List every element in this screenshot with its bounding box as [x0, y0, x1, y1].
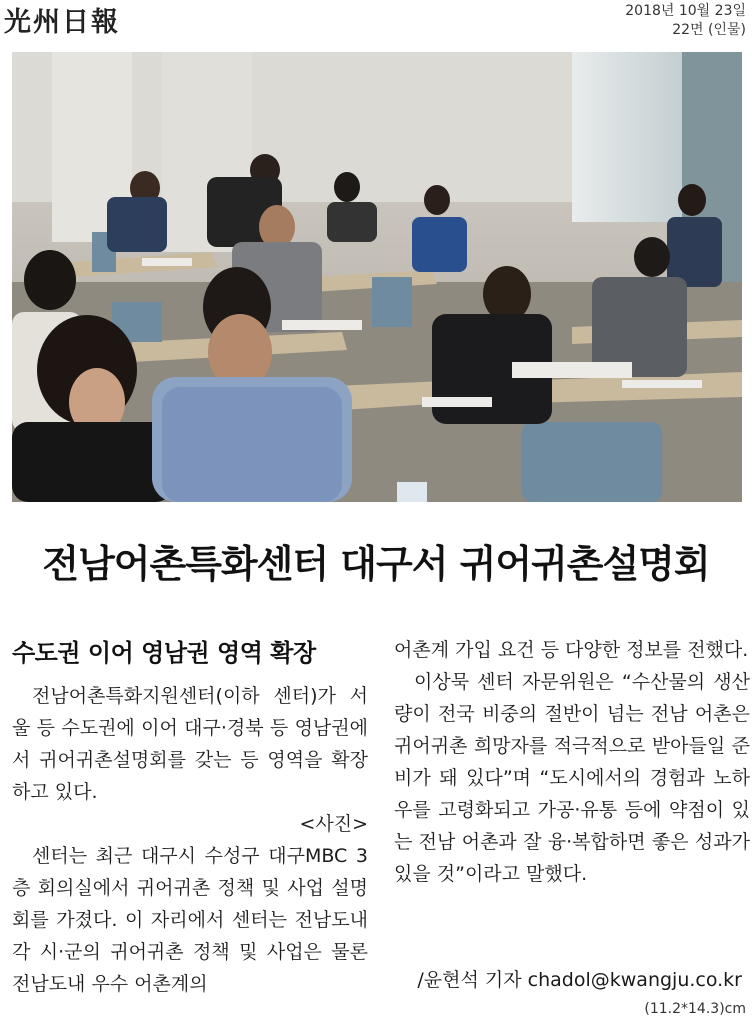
article-size: (11.2*14.3)cm	[644, 1001, 746, 1017]
article-paragraph-2: 센터는 최근 대구시 수성구 대구MBC 3층 회의실에서 귀어귀촌 정책 및 사업 설명회를 가졌다. 이 자리에서 센터는 전남도내 각 시·군의 귀어귀촌 정책 및 사업은 물론 전남도내 우수 어촌계의	[12, 845, 368, 995]
reporter-byline: /윤현석 기자 chadol@kwangju.co.kr	[417, 969, 742, 991]
logo-text: 光州日報	[4, 7, 120, 38]
article-subhead: 수도권 이어 영남권 영역 확장	[12, 639, 316, 667]
photo-reference: <사진>	[299, 813, 368, 835]
article-paragraph-1	[12, 680, 368, 840]
article-paragraph-2-continued: 어촌계 가입 요건 등 다양한 정보를 전했다.	[394, 639, 749, 661]
article-column-left	[12, 634, 368, 1000]
article-headline: 전남어촌특화센터 대구서 귀어귀촌설명회	[42, 542, 710, 586]
newspaper-logo	[4, 2, 164, 44]
issue-date: 2018년 10월 23일	[625, 3, 746, 19]
paragraph-1-text: 전남어촌특화지원센터(이하 센터)가 서울 등 수도권에 이어 대구·경북 등 영남권에서 귀어귀촌설명회를 갖는 등 영역을 확장하고 있다.	[12, 685, 368, 803]
meeting-photo	[12, 52, 742, 502]
issue-meta	[625, 2, 746, 40]
article-paragraph-3: 이상묵 센터 자문위원은 “수산물의 생산량이 전국 비중의 절반이 넘는 전남 어촌은 귀어귀촌 희망자를 적극적으로 받아들일 준비가 돼 있다”며 “도시에서의 경험과 노하우를 고령화되고 가공·유통 등에 약점이 있는 전남 어촌과 잘 융·복합하면 좋은 성과가 있을 것”이라고 말했다.	[394, 671, 750, 885]
page-section: 22면 (인물)	[672, 22, 746, 38]
article-column-right	[394, 634, 750, 890]
